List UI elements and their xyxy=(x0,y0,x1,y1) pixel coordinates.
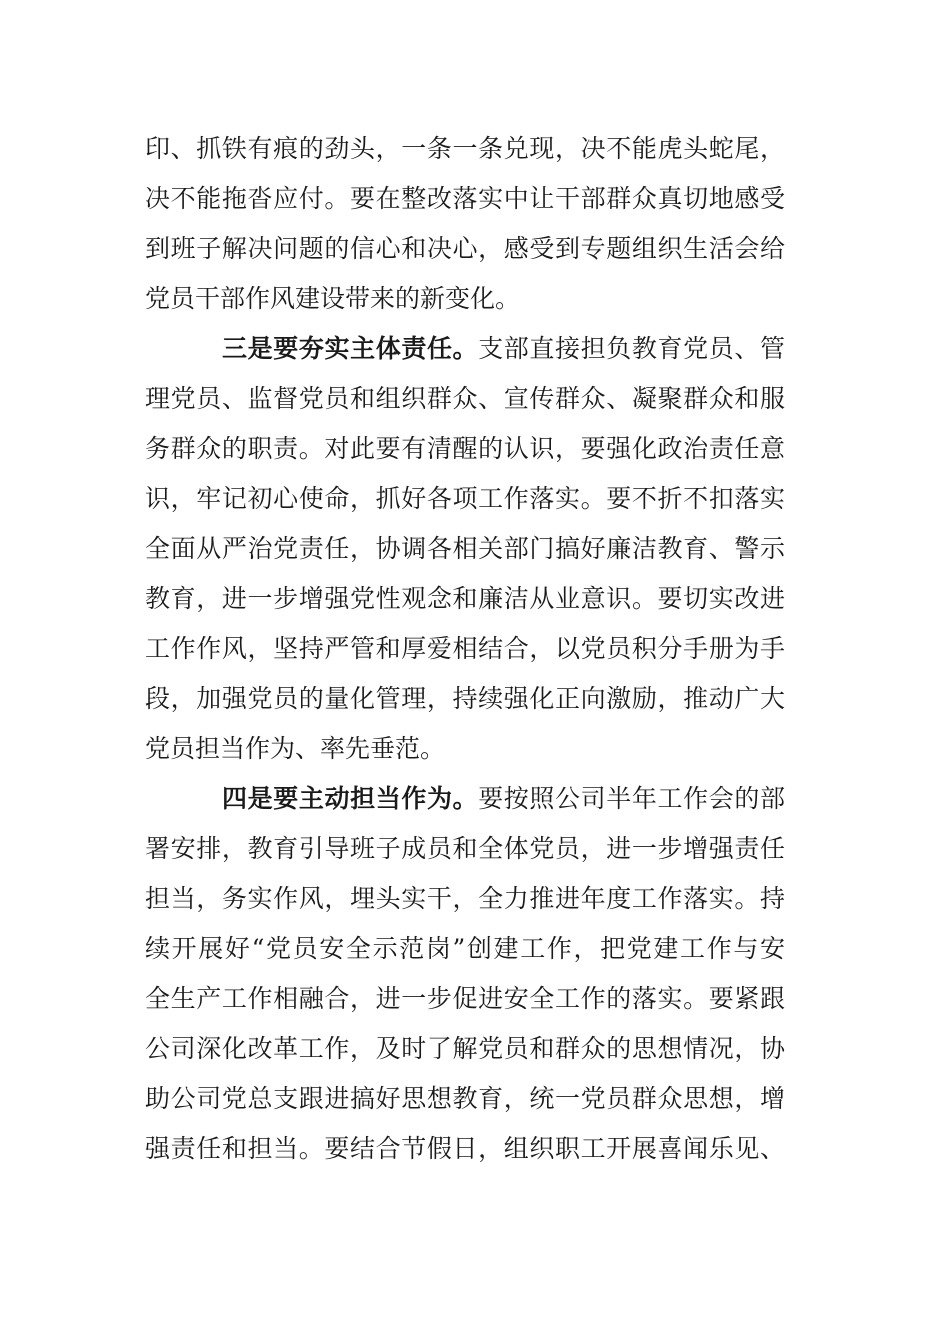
text-line: 党员担当作为、率先垂范。 xyxy=(145,734,446,763)
text-line: 续开展好“党员安全示范岗”创建工作，把党建工作与安 xyxy=(145,934,785,963)
text-line: 到班子解决问题的信心和决心，感受到专题组织生活会给 xyxy=(145,234,785,263)
text-line: 全生产工作相融合，进一步促进安全工作的落实。要紧跟 xyxy=(145,984,785,1013)
text-line: 全面从严治党责任，协调各相关部门搞好廉洁教育、警示 xyxy=(145,534,785,563)
text-line: 务群众的职责。对此要有清醒的认识，要强化政治责任意 xyxy=(145,434,785,463)
text-line: 工作作风，坚持严管和厚爱相结合，以党员积分手册为手 xyxy=(145,634,785,663)
text-line: 助公司党总支跟进搞好思想教育，统一党员群众思想，增 xyxy=(145,1084,785,1113)
paragraph-heading: 四是要主动担当作为。 xyxy=(222,784,479,813)
text-line: 印、抓铁有痕的劲头，一条一条兑现，决不能虎头蛇尾， xyxy=(145,134,785,163)
paragraph-first-line xyxy=(222,779,785,819)
text-line: 担当，务实作风，埋头实干，全力推进年度工作落实。持 xyxy=(145,884,785,913)
text-line: 强责任和担当。要结合节假日，组织职工开展喜闻乐见、 xyxy=(145,1134,785,1163)
text-line: 署安排，教育引导班子成员和全体党员，进一步增强责任 xyxy=(145,834,785,863)
text-line: 党员干部作风建设带来的新变化。 xyxy=(145,284,521,313)
paragraph-first-line-text: 要按照公司半年工作会的部 xyxy=(478,784,785,813)
text-line: 识，牢记初心使命，抓好各项工作落实。要不折不扣落实 xyxy=(145,484,785,513)
paragraph-first-line xyxy=(222,329,785,369)
text-line: 理党员、监督党员和组织群众、宣传群众、凝聚群众和服 xyxy=(145,384,785,413)
text-line: 公司深化改革工作，及时了解党员和群众的思想情况，协 xyxy=(145,1034,785,1063)
text-line: 教育，进一步增强党性观念和廉洁从业意识。要切实改进 xyxy=(145,584,785,613)
text-line: 决不能拖沓应付。要在整改落实中让干部群众真切地感受 xyxy=(145,184,785,213)
text-line: 段，加强党员的量化管理，持续强化正向激励，推动广大 xyxy=(145,684,785,713)
paragraph-first-line-text: 支部直接担负教育党员、管 xyxy=(478,334,785,363)
paragraph-heading: 三是要夯实主体责任。 xyxy=(222,334,479,363)
